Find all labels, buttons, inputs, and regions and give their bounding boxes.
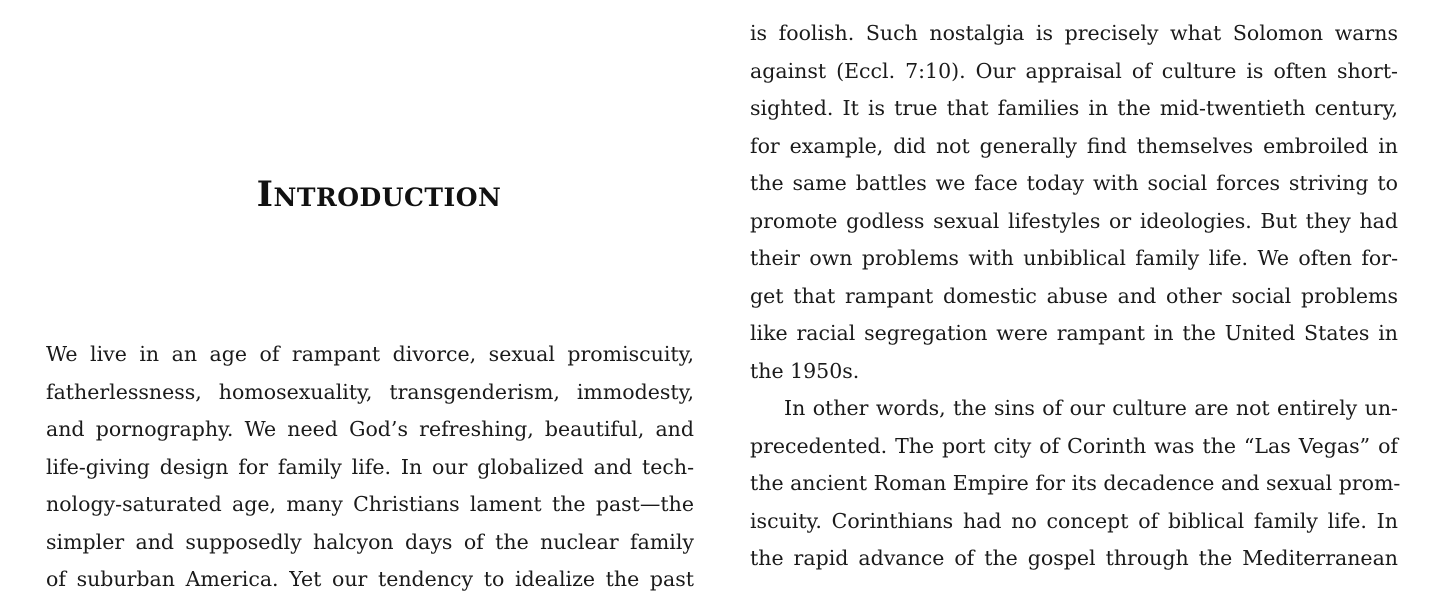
text-line: life-giving design for family life. In our globalized and tech-	[46, 454, 694, 479]
text-line: against (Eccl. 7:10). Our appraisal of culture is often short-	[750, 58, 1398, 83]
right-page	[750, 0, 1401, 614]
text-line: is foolish. Such nostalgia is precisely what Solomon warns	[750, 21, 1398, 45]
text-line: the rapid advance of the gospel through the Mediterranean	[750, 546, 1398, 570]
left-page	[46, 0, 694, 614]
text-line: fatherlessness, homosexuality, transgenderism, immodesty,	[46, 379, 694, 404]
text-line: the ancient Roman Empire for its decadence and sexual prom-	[750, 471, 1401, 495]
paragraph-start-line: In other words, the sins of our culture are not entirely un-	[784, 396, 1398, 420]
text-line: get that rampant domestic abuse and other social problems	[750, 283, 1398, 308]
text-line: the same battles we face today with social forces striving to	[750, 171, 1398, 195]
paragraph-end-line: the 1950s.	[750, 358, 860, 383]
right-body-text	[750, 15, 1401, 578]
text-line: and pornography. We need God’s refreshing, beautiful, and	[46, 417, 694, 441]
text-line: their own problems with unbiblical family life. We often for-	[750, 246, 1398, 270]
text-line: iscuity. Corinthians had no concept of biblical family life. In	[750, 508, 1398, 533]
text-line: for example, did not generally find themselves embroiled in	[750, 133, 1398, 158]
chapter-title: Introduction	[256, 174, 502, 215]
text-line: of suburban America. Yet our tendency to idealize the past	[46, 567, 694, 591]
text-line: precedented. The port city of Corinth was the “Las Vegas” of	[750, 433, 1398, 458]
text-line: promote godless sexual lifestyles or ideologies. But they had	[750, 208, 1398, 233]
text-line: like racial segregation were rampant in the United States in	[750, 321, 1398, 345]
text-line: nology-saturated age, many Christians lament the past—the	[46, 492, 694, 516]
text-line: We live in an age of rampant divorce, sexual promiscuity,	[46, 342, 694, 366]
left-body-text	[46, 336, 694, 599]
text-line: simpler and supposedly halcyon days of the nuclear family	[46, 529, 694, 554]
text-line: sighted. It is true that families in the mid-twentieth century,	[750, 96, 1398, 120]
